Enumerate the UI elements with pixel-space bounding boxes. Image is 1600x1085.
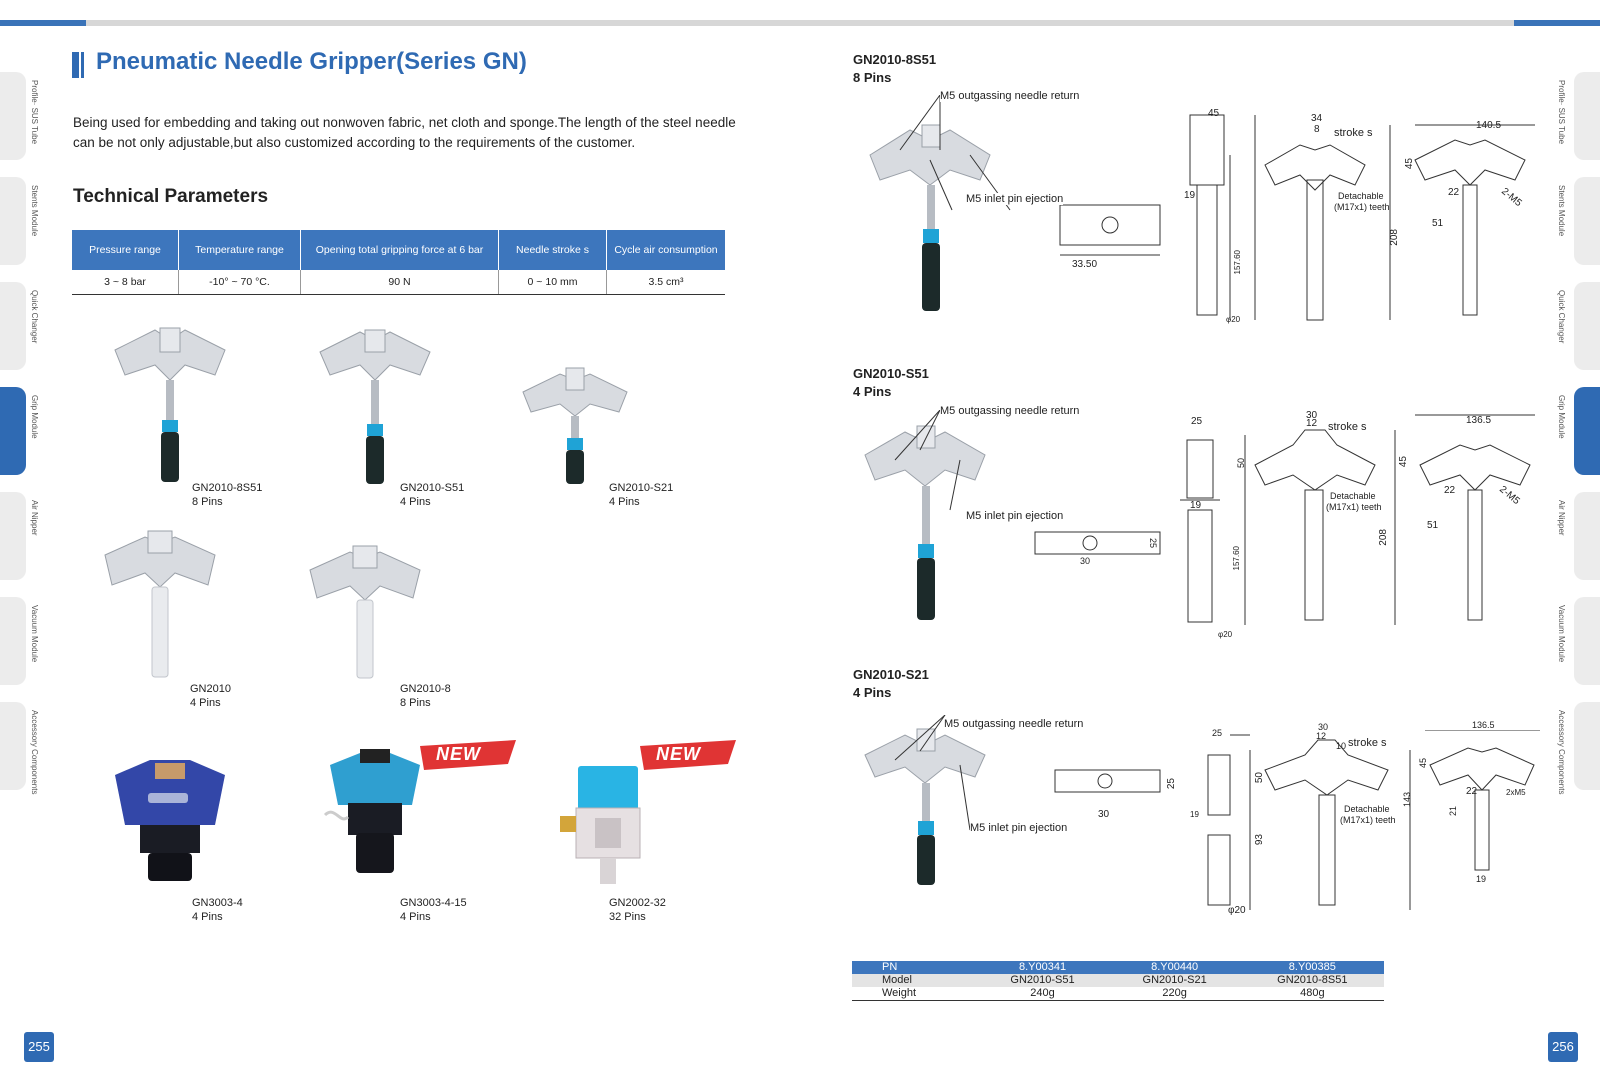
product-pins: 4 Pins	[400, 496, 431, 508]
table-cell: 480g	[1241, 987, 1384, 1001]
spec-table	[852, 961, 1384, 1001]
product-caption	[192, 481, 262, 509]
section-pins: 4 Pins	[853, 384, 892, 399]
table-cell: 8.Y00440	[1109, 961, 1241, 974]
dim-teeth2: (M17x1) teeth	[1326, 502, 1382, 512]
dim-h1: 19	[1190, 500, 1202, 511]
table-cell: 240g	[976, 987, 1108, 1001]
side-tab-label: Accessory Components	[30, 710, 39, 795]
dim-teeth1: Detachable	[1330, 491, 1376, 501]
tech-params-table	[72, 230, 725, 295]
dim-h5: 208	[1378, 529, 1389, 546]
dim-h0: 50	[1254, 772, 1265, 784]
drawing-gn2010-s21-views	[1190, 730, 1590, 920]
dim-h1: 19	[1184, 190, 1196, 201]
table-header: Pressure range	[72, 230, 179, 270]
product-image-gn2002-32	[540, 760, 660, 890]
section-model: GN2010-8S51	[853, 52, 937, 67]
annotation-inlet: M5 inlet pin ejection	[966, 193, 1064, 205]
product-pins: 4 Pins	[190, 697, 221, 709]
product-image-gn2010	[100, 525, 230, 685]
product-image-gn3003-4-15	[320, 745, 430, 885]
product-caption	[190, 682, 231, 710]
product-pins: 4 Pins	[400, 911, 431, 923]
product-model: GN2010-8	[400, 683, 451, 695]
section-title	[853, 365, 929, 401]
product-model: GN2010-S51	[400, 482, 465, 494]
product-caption	[400, 481, 464, 509]
new-badge-label: NEW	[656, 744, 701, 764]
side-tab-label: Stents Module	[30, 185, 39, 237]
page-title: Pneumatic Needle Gripper(Series GN)	[96, 48, 527, 75]
dim-h4: 51	[1432, 218, 1444, 229]
table-cell: -10° ~ 70 °C.	[179, 270, 301, 295]
table-header-row	[72, 230, 725, 270]
product-image-gn2010-s21	[515, 360, 645, 500]
dim-w4: 136.5	[1466, 415, 1492, 426]
dim-a1: 22	[1444, 485, 1456, 496]
table-cell: PN	[852, 961, 976, 974]
product-caption	[400, 682, 451, 710]
table-cell: GN2010-8S51	[1241, 974, 1384, 987]
dim-h2: 157.60	[1233, 250, 1242, 275]
table-cell: GN2010-S21	[1109, 974, 1241, 987]
product-caption	[609, 896, 666, 924]
section-pins: 8 Pins	[853, 70, 892, 85]
drawing-gn2010-8s51-photo	[860, 95, 1200, 335]
side-tab-vacuum[interactable]	[0, 597, 26, 685]
table-cell: 220g	[1109, 987, 1241, 1001]
tech-params-heading: Technical Parameters	[73, 186, 269, 207]
product-image-gn2010-8s51	[100, 320, 240, 500]
table-header: Opening total gripping force at 6 bar	[301, 230, 499, 270]
new-badge-label: NEW	[436, 744, 481, 764]
table-header: Needle stroke s	[499, 230, 607, 270]
dim-d2: 25	[1148, 538, 1158, 549]
side-tab-profile[interactable]	[0, 72, 26, 160]
dim-d1: 30	[1080, 556, 1091, 566]
table-cell: 3.5 cm³	[607, 270, 726, 295]
dim-dia: φ20	[1226, 315, 1241, 324]
side-tab-grip-module[interactable]	[0, 387, 26, 475]
table-cell: 0 ~ 10 mm	[499, 270, 607, 295]
side-tab-label: Quick Changer	[30, 290, 39, 344]
dim-w2: 30	[1318, 722, 1329, 732]
table-cell: Model	[852, 974, 976, 987]
dim-stroke: stroke s	[1328, 421, 1367, 433]
side-tab-label: Vacuum Module	[1557, 605, 1566, 663]
table-cell: Weight	[852, 987, 976, 1001]
table-header: Cycle air consumption	[607, 230, 726, 270]
product-image-gn2010-s51	[305, 320, 445, 500]
product-model: GN2002-32	[609, 897, 666, 909]
dim-w3: 8	[1314, 124, 1320, 135]
annotation-outgassing: M5 outgassing needle return	[940, 90, 1080, 102]
product-caption	[400, 896, 467, 924]
table-row	[72, 270, 725, 295]
side-tab-quick-changer[interactable]	[0, 282, 26, 370]
product-model: GN2010-8S51	[192, 482, 263, 494]
dim-h4: 21	[1448, 806, 1458, 817]
side-tab-label: Air Nipper	[30, 500, 39, 536]
product-model: GN3003-4-15	[400, 897, 467, 909]
section-pins: 4 Pins	[853, 685, 892, 700]
intro-text: Being used for embedding and taking out nonwoven fabric, net cloth and sponge.The length of the steel needle can be not only adjustable,but also customized according to the requirements of the customer.	[73, 115, 736, 150]
side-tab-air-nipper[interactable]	[0, 492, 26, 580]
dim-w2: 34	[1311, 113, 1323, 124]
table-cell: 90 N	[301, 270, 499, 295]
dim-m5: 2-M5	[1499, 185, 1524, 210]
dim-h5: 208	[1389, 229, 1400, 246]
dim-teeth2: (M17x1) teeth	[1340, 815, 1396, 825]
product-pins: 32 Pins	[609, 911, 646, 923]
product-pins: 4 Pins	[192, 911, 223, 923]
section-model: GN2010-S51	[853, 366, 929, 381]
product-image-gn3003-4	[110, 755, 230, 885]
side-tab-label: Vacuum Module	[30, 605, 39, 663]
dim-stroke: stroke s	[1348, 737, 1387, 749]
annotation-inlet: M5 inlet pin ejection	[966, 510, 1064, 522]
dim-d2: 25	[1166, 778, 1177, 790]
dim-h2: 157.60	[1232, 546, 1241, 571]
section-title	[853, 51, 936, 87]
drawing-gn2010-s21-photo	[860, 715, 1180, 900]
annotation-inlet: M5 inlet pin ejection	[970, 822, 1068, 834]
dim-w3: 12	[1316, 731, 1327, 741]
dim-d1: 33.50	[1072, 259, 1098, 270]
drawing-gn2010-s51-views	[1175, 410, 1595, 635]
page-number-left: 255	[24, 1032, 54, 1062]
section-model: GN2010-S21	[853, 667, 929, 682]
dim-ten: 10	[1336, 741, 1347, 751]
dim-w4: 140.5	[1476, 120, 1502, 131]
top-rule	[0, 20, 1600, 26]
product-model: GN2010	[190, 683, 231, 695]
annotation-outgassing: M5 outgassing needle return	[944, 718, 1084, 730]
side-tab-label: Grip Module	[1557, 395, 1566, 439]
product-model: GN2010-S21	[609, 482, 674, 494]
product-image-gn2010-8	[305, 540, 435, 685]
dim-w1: 25	[1212, 728, 1223, 738]
dim-teeth2: (M17x1) teeth	[1334, 202, 1390, 212]
side-tab-label: Profile· SUS Tube	[30, 80, 39, 145]
dim-w4: 136.5	[1472, 720, 1495, 730]
dim-d1: 30	[1098, 809, 1110, 820]
side-tab-label: Quick Changer	[1557, 290, 1566, 344]
dim-dia: φ20	[1228, 905, 1246, 916]
product-pins: 8 Pins	[400, 697, 431, 709]
dim-w2: 30	[1306, 410, 1318, 421]
dim-w3: 12	[1306, 418, 1318, 429]
side-tab-label: Grip Module	[30, 395, 39, 439]
dim-a1: 22	[1466, 786, 1478, 797]
dim-h3: 45	[1418, 758, 1428, 769]
dim-h4: 51	[1427, 520, 1439, 531]
dim-stroke: stroke s	[1334, 127, 1373, 139]
table-header: Temperature range	[179, 230, 301, 270]
dim-m5: 2xM5	[1506, 788, 1526, 797]
product-pins: 8 Pins	[192, 496, 223, 508]
table-row	[852, 987, 1384, 1001]
dim-teeth1: Detachable	[1338, 191, 1384, 201]
table-row	[852, 961, 1384, 974]
dim-h0: 50	[1236, 458, 1246, 469]
dim-h1: 19	[1190, 810, 1199, 819]
side-tab-label: Stents Module	[1557, 185, 1566, 237]
dim-dia: φ20	[1218, 630, 1233, 639]
product-pins: 4 Pins	[609, 496, 640, 508]
product-caption	[192, 896, 243, 924]
dim-h3: 45	[1398, 456, 1409, 468]
title-marker-icon	[72, 52, 86, 78]
dim-h6: 19	[1476, 874, 1487, 884]
dim-h2: 93	[1254, 834, 1265, 846]
side-tab-accessory[interactable]	[0, 702, 26, 790]
table-row	[852, 974, 1384, 987]
product-model: GN3003-4	[192, 897, 243, 909]
dim-m5: 2-M5	[1497, 483, 1522, 508]
product-caption	[609, 481, 673, 509]
table-cell: 3 ~ 8 bar	[72, 270, 179, 295]
dim-h5: 143	[1402, 792, 1412, 808]
side-tab-label: Profile· SUS Tube	[1557, 80, 1566, 145]
dim-a1: 22	[1448, 187, 1460, 198]
dim-h3: 45	[1404, 158, 1415, 170]
side-tab-label: Accessory Components	[1557, 710, 1566, 795]
page-number-right: 256	[1548, 1032, 1578, 1062]
table-cell: 8.Y00385	[1241, 961, 1384, 974]
table-cell: 8.Y00341	[976, 961, 1108, 974]
annotation-outgassing: M5 outgassing needle return	[940, 405, 1080, 417]
dim-w1: 45	[1208, 108, 1220, 119]
dim-w1: 25	[1191, 416, 1203, 427]
table-cell: GN2010-S51	[976, 974, 1108, 987]
section-title	[853, 666, 929, 702]
side-tab-stents[interactable]	[0, 177, 26, 265]
side-tab-label: Air Nipper	[1557, 500, 1566, 536]
drawing-gn2010-8s51-views	[1175, 105, 1595, 330]
dim-teeth1: Detachable	[1344, 804, 1390, 814]
